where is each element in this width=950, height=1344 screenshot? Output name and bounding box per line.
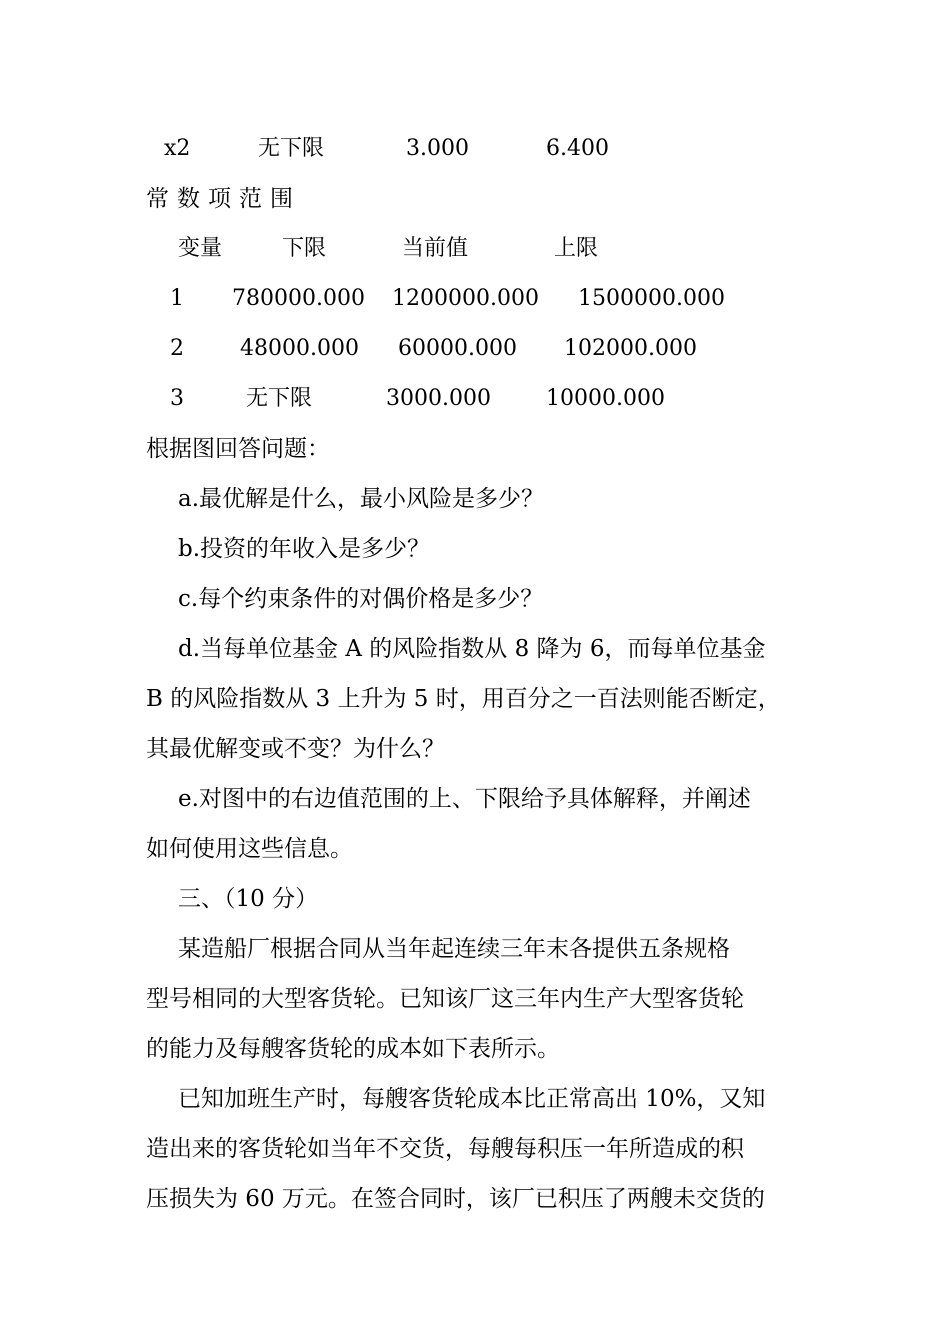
table-cell: 102000.000 (564, 336, 697, 361)
paragraph-line: 已知加班生产时，每艘客货轮成本比正常高出 10%，又知 (178, 1086, 766, 1112)
table-cell: 1 (170, 286, 184, 311)
x2-var: x2 (164, 136, 191, 161)
question-d-line3: 其最优解变或不变？为什么？ (146, 736, 445, 762)
question-e-line1: e.对图中的右边值范围的上、下限给予具体解释，并阐述 (178, 786, 751, 812)
table-cell: 3 (170, 386, 184, 411)
question-a: a.最优解是什么，最小风险是多少？ (178, 486, 545, 512)
paragraph-line: 压损失为 60 万元。在签合同时，该厂已积压了两艘未交货的 (146, 1186, 765, 1212)
section3-heading: 三、（10 分） (178, 886, 319, 912)
table-cell: 无下限 (246, 386, 313, 411)
question-e-line2: 如何使用这些信息。 (146, 836, 353, 862)
question-d-line1: d.当每单位基金 A 的风险指数从 8 降为 6，而每单位基金 (178, 636, 766, 662)
question-c: c.每个约束条件的对偶价格是多少？ (178, 586, 544, 612)
section-title: 常数项范围 (146, 186, 301, 212)
table-header-current: 当前值 (402, 236, 469, 261)
paragraph-line: 造出来的客货轮如当年不交货，每艘每积压一年所造成的积 (146, 1136, 744, 1162)
paragraph-line: 型号相同的大型客货轮。已知该厂这三年内生产大型客货轮 (146, 986, 744, 1012)
paragraph-line: 的能力及每艘客货轮的成本如下表所示。 (146, 1036, 560, 1062)
table-header-var: 变量 (178, 236, 223, 261)
question-b: b.投资的年收入是多少？ (178, 536, 431, 562)
paragraph-line: 某造船厂根据合同从当年起连续三年末各提供五条规格 (178, 936, 730, 962)
question-intro: 根据图回答问题： (146, 436, 330, 462)
table-cell: 60000.000 (398, 336, 517, 361)
table-cell: 780000.000 (232, 286, 365, 311)
x2-lower: 无下限 (258, 136, 325, 161)
table-cell: 1500000.000 (578, 286, 725, 311)
table-cell: 2 (170, 336, 184, 361)
table-header-lower: 下限 (282, 236, 327, 261)
table-header-upper: 上限 (554, 236, 599, 261)
table-cell: 10000.000 (546, 386, 665, 411)
table-cell: 1200000.000 (392, 286, 539, 311)
x2-upper: 6.400 (546, 136, 609, 161)
table-cell: 48000.000 (240, 336, 359, 361)
table-cell: 3000.000 (386, 386, 491, 411)
x2-current: 3.000 (406, 136, 469, 161)
question-d-line2: B 的风险指数从 3 上升为 5 时，用百分之一百法则能否断定， (146, 686, 781, 712)
